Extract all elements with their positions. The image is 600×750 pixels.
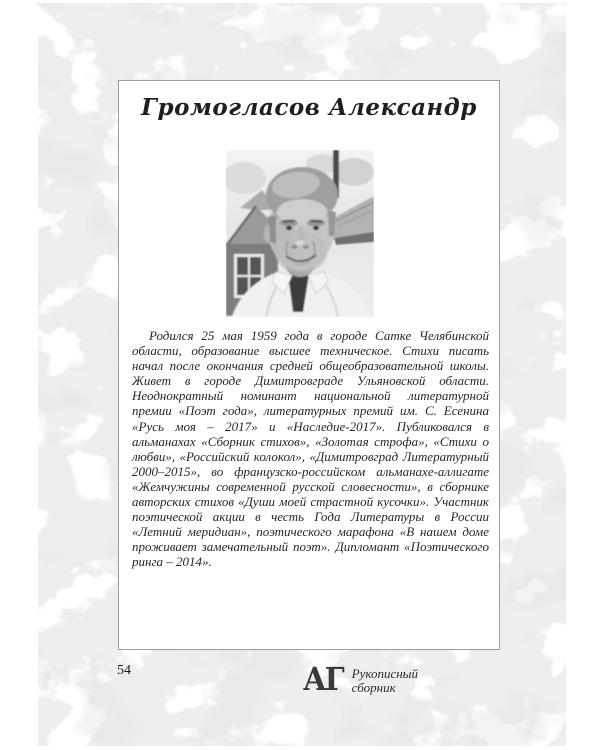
portrait-photo — [226, 150, 374, 317]
biography-paragraph: Родился 25 мая 1959 года в городе Сатке Челябинской области, образование высшее техническое. Стихи писать начал после окончания средней общеобразовательной школы. Живет в городе Димитровграде Ульяновской области. Неоднократный номинант национальной литературной премии «Поэт года», литературных премий им. С. Есенина «Русь моя – 2017» и «Наследие-2017». Публиковался в альманахах «Сборник стихов», «Золотая строфа», «Стихи о любви», «Российский колокол», «Димитровград Литературный 2000–2015», во французско-российском альманахе-аллигате «Жемчужины современной русской словесности», в сборнике авторских стихов «Души моей страстной кусочки». Участник поэтической акции в честь Года Литературы в России «Летний меридиан», поэтического марафона «В нашем доме проживает замечательный поэт». Дипломант «Поэтического ринга – 2014». — [132, 328, 489, 570]
monogram-icon: АГ — [303, 660, 343, 698]
publisher-logo-line1: Рукописный — [351, 666, 418, 681]
publisher-logo-line2: сборник — [351, 680, 396, 695]
page-number: 54 — [117, 663, 131, 678]
publisher-logo-text — [352, 662, 418, 695]
publisher-logo — [303, 660, 418, 698]
content-box — [118, 80, 500, 650]
page-title: Громогласов Александр — [141, 94, 477, 121]
